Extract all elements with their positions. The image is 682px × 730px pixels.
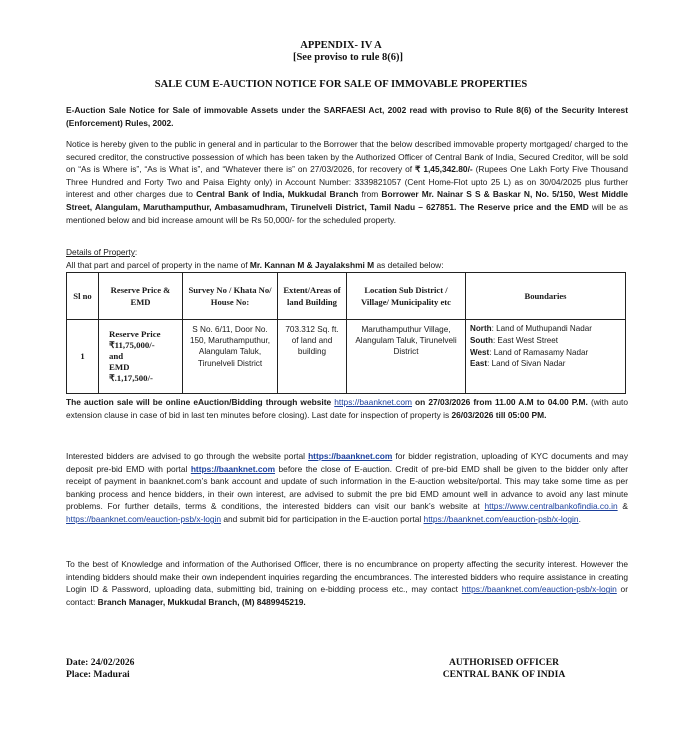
assistance-login-link[interactable]: https://baanknet.com/eauction-psb/x-login: [461, 584, 617, 595]
bidders-text-6: .: [578, 513, 581, 524]
proviso-reference: [See proviso to rule 8(6)]: [292, 52, 404, 63]
bank-branch: Central Bank of India, Mukkudal Branch: [196, 189, 359, 200]
eauction-login-link[interactable]: https://baanknet.com/eauction-psb/x-login: [66, 513, 222, 524]
header-boundaries: Boundaries: [466, 273, 626, 320]
boundary-north: [470, 323, 621, 335]
intro-paragraph: [66, 104, 628, 129]
auction-date-time: on 27/03/2026 from 11.00 A.M to 04.00 P.M.: [411, 397, 588, 407]
auction-text-1: The auction sale will be online eAuction/Bidding through website: [66, 397, 335, 407]
intro-text: E-Auction Sale Notice for Sale of immovable Assets under the SARFAESI Act, 2002 read with proviso to Rule 8(6) of the Security Interest (Enforcement) Rules, 2002.: [66, 105, 628, 128]
document-header: [0, 40, 682, 64]
bidders-text-4: &: [617, 501, 628, 512]
recovery-amount: ₹ 1,45,342.80/-: [415, 164, 473, 175]
boundary-dir: South: [470, 335, 493, 345]
notice-text-2: (Rupees One Lakh Forty Five Thousand Three Hundred and Forty Two and Paisa Eighty only) in Account Number: 3339821057 (Cent Home-Flot upto 25 L) as on 30/04/2025 plus further interest and other charges due to: [66, 164, 629, 200]
cell-survey-no: S No. 6/11, Door No. 150, Maruthamputhur, Alangulam Taluk, Tirunelveli District: [183, 320, 278, 394]
authorised-officer: AUTHORISED OFFICER: [448, 657, 560, 668]
details-heading-text: Details of Property: [66, 247, 135, 257]
auction-paragraph: [66, 396, 628, 421]
inspection-time: till 05:00 PM.: [493, 409, 547, 420]
boundary-text: : East West Street: [492, 335, 559, 345]
auction-text-3: (with auto extension clause in case of bid in last ten minutes before closing). Last date for inspection of property is: [66, 397, 629, 420]
cell-extent: 703.312 Sq. ft. of land and building: [278, 320, 347, 394]
cell-boundaries: [466, 320, 626, 394]
footer-date-place: [66, 657, 134, 681]
appendix-heading: APPENDIX- IV A: [300, 40, 382, 51]
notice-place: Place: Madurai: [66, 669, 130, 681]
boundary-south: [470, 335, 621, 347]
details-heading: [66, 246, 628, 259]
boundary-text: : Land of Sivan Nadar: [487, 359, 566, 369]
bank-name: CENTRAL BANK OF INDIA: [442, 669, 566, 681]
notice-title: SALE CUM E-AUCTION NOTICE FOR SALE OF IMMOVABLE PROPERTIES: [154, 79, 528, 90]
portal-link[interactable]: https://baanknet.com: [308, 451, 393, 461]
and-text: and: [109, 351, 124, 361]
bidders-text-3: before the close of E-auction. Credit of pre-bid EMD shall be given to the bidder only after receipt of payment in baanknet.com’s bank account and update of such information in the E-auction website/portal. This may take some time as per banking process and hence bidders, in their own interest, are advised to submit the pre bid EMD amount well in advance to avoid any last minute problems. For further details, terms & conditions, the interested bidders can visit our bank’s website at: [66, 463, 628, 512]
reserve-label: Reserve Price: [109, 329, 161, 339]
cell-location: Maruthamputhur Village, Alangulam Taluk, Tirunelveli District: [347, 320, 466, 394]
details-intro-a: All that part and parcel of property in the name of: [66, 260, 250, 270]
notice-paragraph: [66, 138, 628, 226]
table-header-row: [67, 273, 626, 320]
cell-sl-no: 1: [67, 320, 99, 394]
boundary-east: [470, 358, 621, 370]
notice-text-1: Notice is hereby given to the public in general and in particular to the Borrower that the below described immovable property mortgaged/ charged to the secured creditor, the constructive possession of which has been taken by the Authorized Officer of Central Bank of India, Secured Creditor, will be sold on “As is Where is”, “As is What is”, and “Whatever there is” on 27/03/2026, for recovery of: [66, 139, 628, 175]
details-intro-b: as detailed below:: [374, 260, 444, 270]
header-sl-no: Sl no: [67, 273, 99, 320]
branch-contact: Branch Manager, Mukkudal Branch, (M) 8489945219.: [97, 596, 306, 607]
notice-text-3: from: [358, 189, 382, 200]
notice-text-4: will be as mentioned below and bid increase amount will be Rs 50,000/- for the scheduled property.: [66, 201, 628, 225]
header-location: Location Sub District / Village/ Municipality etc: [347, 273, 466, 320]
emd-label: EMD: [109, 362, 130, 372]
details-heading-colon: :: [134, 247, 138, 257]
bank-website-link[interactable]: https://www.centralbankofindia.co.in: [484, 501, 618, 512]
header-reserve-price: Reserve Price & EMD: [99, 273, 183, 320]
table-row: [67, 320, 626, 394]
footer-signatory: [420, 657, 588, 681]
header-survey-no: Survey No / Khata No/ House No:: [183, 273, 278, 320]
boundary-dir: East: [470, 359, 488, 369]
borrower-details: Borrower Mr. Nainar S S & Baskar N, No. 5/150, West Middle Street, Alangulam, Maruthamputhur, Ambasamudhram, Tirunelveli District, Tamil Nadu – 627851. The Reserve price and the EMD: [66, 189, 629, 212]
bidders-text-5: and submit bid for participation in the E-auction portal: [221, 513, 424, 524]
knowledge-text-1: To the best of Knowledge and information of the Authorised Officer, there is no encumbrance on property affecting the security interest. However the intending bidders should make their own independent inquiries regarding the encumbrances. The interested bidders who require assistance in creating Login ID & Password, uploading data, submitting bid, training on e-bidding process etc., may contact: [66, 559, 628, 595]
encumbrance-paragraph: [66, 558, 628, 608]
boundary-dir: North: [470, 324, 492, 333]
boundary-text: : Land of Ramasamy Nadar: [489, 347, 589, 357]
auction-website-link[interactable]: https://baanknet.com: [334, 397, 412, 407]
property-owners: Mr. Kannan M & Jayalakshmi M: [249, 260, 375, 270]
header-extent: Extent/Areas of land Building: [278, 273, 347, 320]
emd-portal-link[interactable]: https://baanknet.com: [190, 463, 276, 474]
inspection-date: 26/03/2026: [451, 409, 494, 420]
eauction-portal-link[interactable]: https://baanknet.com/eauction-psb/x-login: [423, 513, 579, 524]
bidders-text-2: for bidder registration, uploading of KYC documents and may deposit pre-bid EMD with portal: [66, 451, 629, 474]
details-intro: [66, 259, 628, 272]
knowledge-text-2: or contact:: [66, 584, 629, 607]
emd-value: ₹.1,17,500/-: [109, 373, 153, 383]
boundary-west: [470, 347, 621, 359]
bidders-text-1: Interested bidders are advised to go through the website portal: [66, 451, 309, 461]
reserve-value: ₹11,75,000/-: [109, 340, 155, 350]
boundary-dir: West: [470, 347, 490, 357]
bidders-paragraph: [66, 450, 628, 526]
notice-date: Date: 24/02/2026: [66, 657, 135, 668]
cell-reserve-price: [99, 320, 183, 394]
boundary-text: : Land of Muthupandi Nadar: [491, 324, 592, 333]
property-table: [66, 272, 626, 394]
